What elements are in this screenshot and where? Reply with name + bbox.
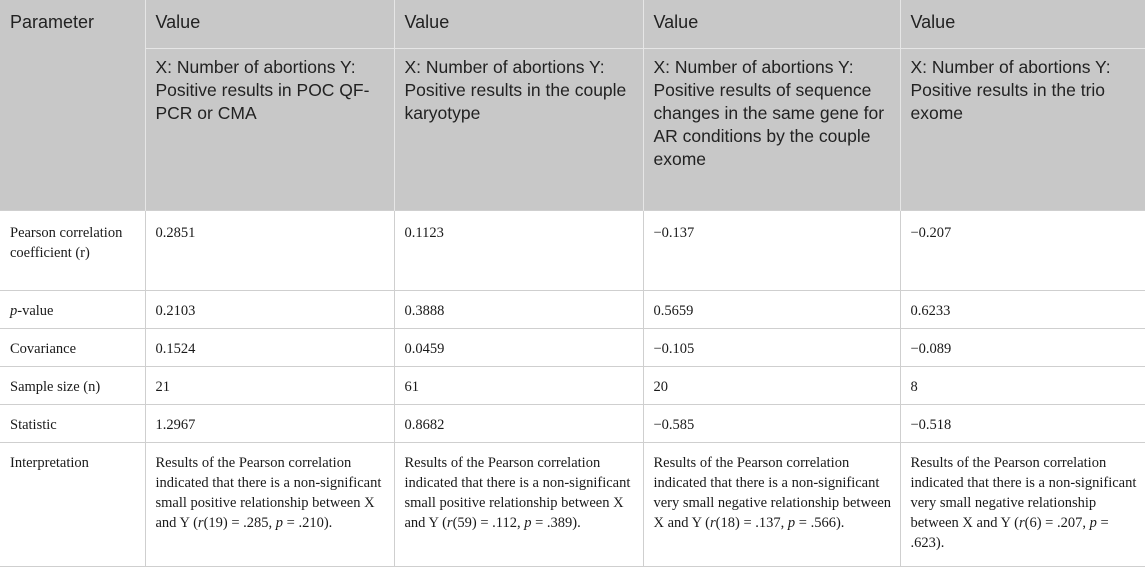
table-cell: −0.207 [900, 210, 1145, 290]
p-symbol: p [275, 514, 284, 531]
table-row [0, 442, 1145, 566]
table-cell: −0.137 [643, 210, 900, 290]
interpretation-df: (18) = .137, [715, 514, 788, 531]
interpretation-tail: = .210). [283, 514, 333, 531]
table-cell: 1.2967 [145, 404, 394, 442]
r-symbol: r [710, 514, 716, 531]
table-cell: 0.6233 [900, 290, 1145, 328]
row-label: Interpretation [0, 442, 145, 566]
interpretation-cell [145, 442, 394, 566]
table-cell: 20 [643, 366, 900, 404]
r-symbol: r [197, 514, 204, 531]
p-symbol: p [787, 514, 796, 531]
interpretation-text: Results of the Pearson correlation indicated that there is a non-significant very small negative relationship between X and Y ( [653, 454, 892, 531]
interpretation-cell [643, 442, 900, 566]
table-cell: −0.089 [900, 328, 1145, 366]
row-label-rest: -value [17, 302, 54, 319]
interpretation-text: Results of the Pearson correlation indicated that there is a non-significant very small negative relationship between X and Y ( [910, 454, 1137, 531]
table-cell: 8 [900, 366, 1145, 404]
row-label: Pearson correlation coefficient (r) [0, 210, 145, 290]
interpretation-tail: = .623). [910, 514, 1109, 551]
interpretation-tail: = .566). [795, 514, 845, 531]
value-column-header: Value [394, 0, 643, 48]
column-description: X: Number of abortions Y: Positive results of sequence changes in the same gene for AR conditions by the couple exome [643, 48, 900, 210]
row-label [0, 290, 145, 328]
value-column-header: Value [145, 0, 394, 48]
table-row [0, 290, 1145, 328]
table-row [0, 210, 1145, 290]
table-row [0, 366, 1145, 404]
interpretation-text: Results of the Pearson correlation indicated that there is a non-significant small positive relationship between X and Y ( [404, 454, 631, 531]
column-description: X: Number of abortions Y: Positive results in the trio exome [900, 48, 1145, 210]
parameter-column-header: Parameter [0, 0, 145, 210]
table-cell: 61 [394, 366, 643, 404]
table-cell: −0.585 [643, 404, 900, 442]
table-cell: −0.518 [900, 404, 1145, 442]
table-cell: 0.3888 [394, 290, 643, 328]
table-body [0, 210, 1145, 566]
interpretation-df: (59) = .112, [452, 514, 525, 531]
table-cell: 0.1123 [394, 210, 643, 290]
header-row-descriptions [0, 48, 1145, 210]
interpretation-df: (6) = .207, [1024, 514, 1090, 531]
column-description: X: Number of abortions Y: Positive results in POC QF-PCR or CMA [145, 48, 394, 210]
table-row [0, 404, 1145, 442]
interpretation-cell [394, 442, 643, 566]
row-label: Statistic [0, 404, 145, 442]
table-row [0, 328, 1145, 366]
row-label: Covariance [0, 328, 145, 366]
table-header [0, 0, 1145, 210]
value-column-header: Value [900, 0, 1145, 48]
column-description: X: Number of abortions Y: Positive results in the couple karyotype [394, 48, 643, 210]
table-cell: 0.5659 [643, 290, 900, 328]
interpretation-df: (19) = .285, [203, 514, 276, 531]
r-symbol: r [446, 514, 453, 531]
table-cell: 0.2103 [145, 290, 394, 328]
header-row-top [0, 0, 1145, 48]
p-symbol: p [524, 514, 532, 531]
interpretation-cell [900, 442, 1145, 566]
table-cell: 21 [145, 366, 394, 404]
table-cell: 0.0459 [394, 328, 643, 366]
r-symbol: r [1018, 514, 1025, 531]
table-cell: 0.2851 [145, 210, 394, 290]
row-label: Sample size (n) [0, 366, 145, 404]
interpretation-tail: = .389). [531, 514, 581, 531]
p-symbol: p [10, 302, 18, 319]
interpretation-text: Results of the Pearson correlation indicated that there is a non-significant small positive relationship between X and Y ( [155, 454, 382, 531]
table-cell: 0.1524 [145, 328, 394, 366]
value-column-header: Value [643, 0, 900, 48]
p-symbol: p [1089, 514, 1097, 531]
table-cell: −0.105 [643, 328, 900, 366]
table-cell: 0.8682 [394, 404, 643, 442]
